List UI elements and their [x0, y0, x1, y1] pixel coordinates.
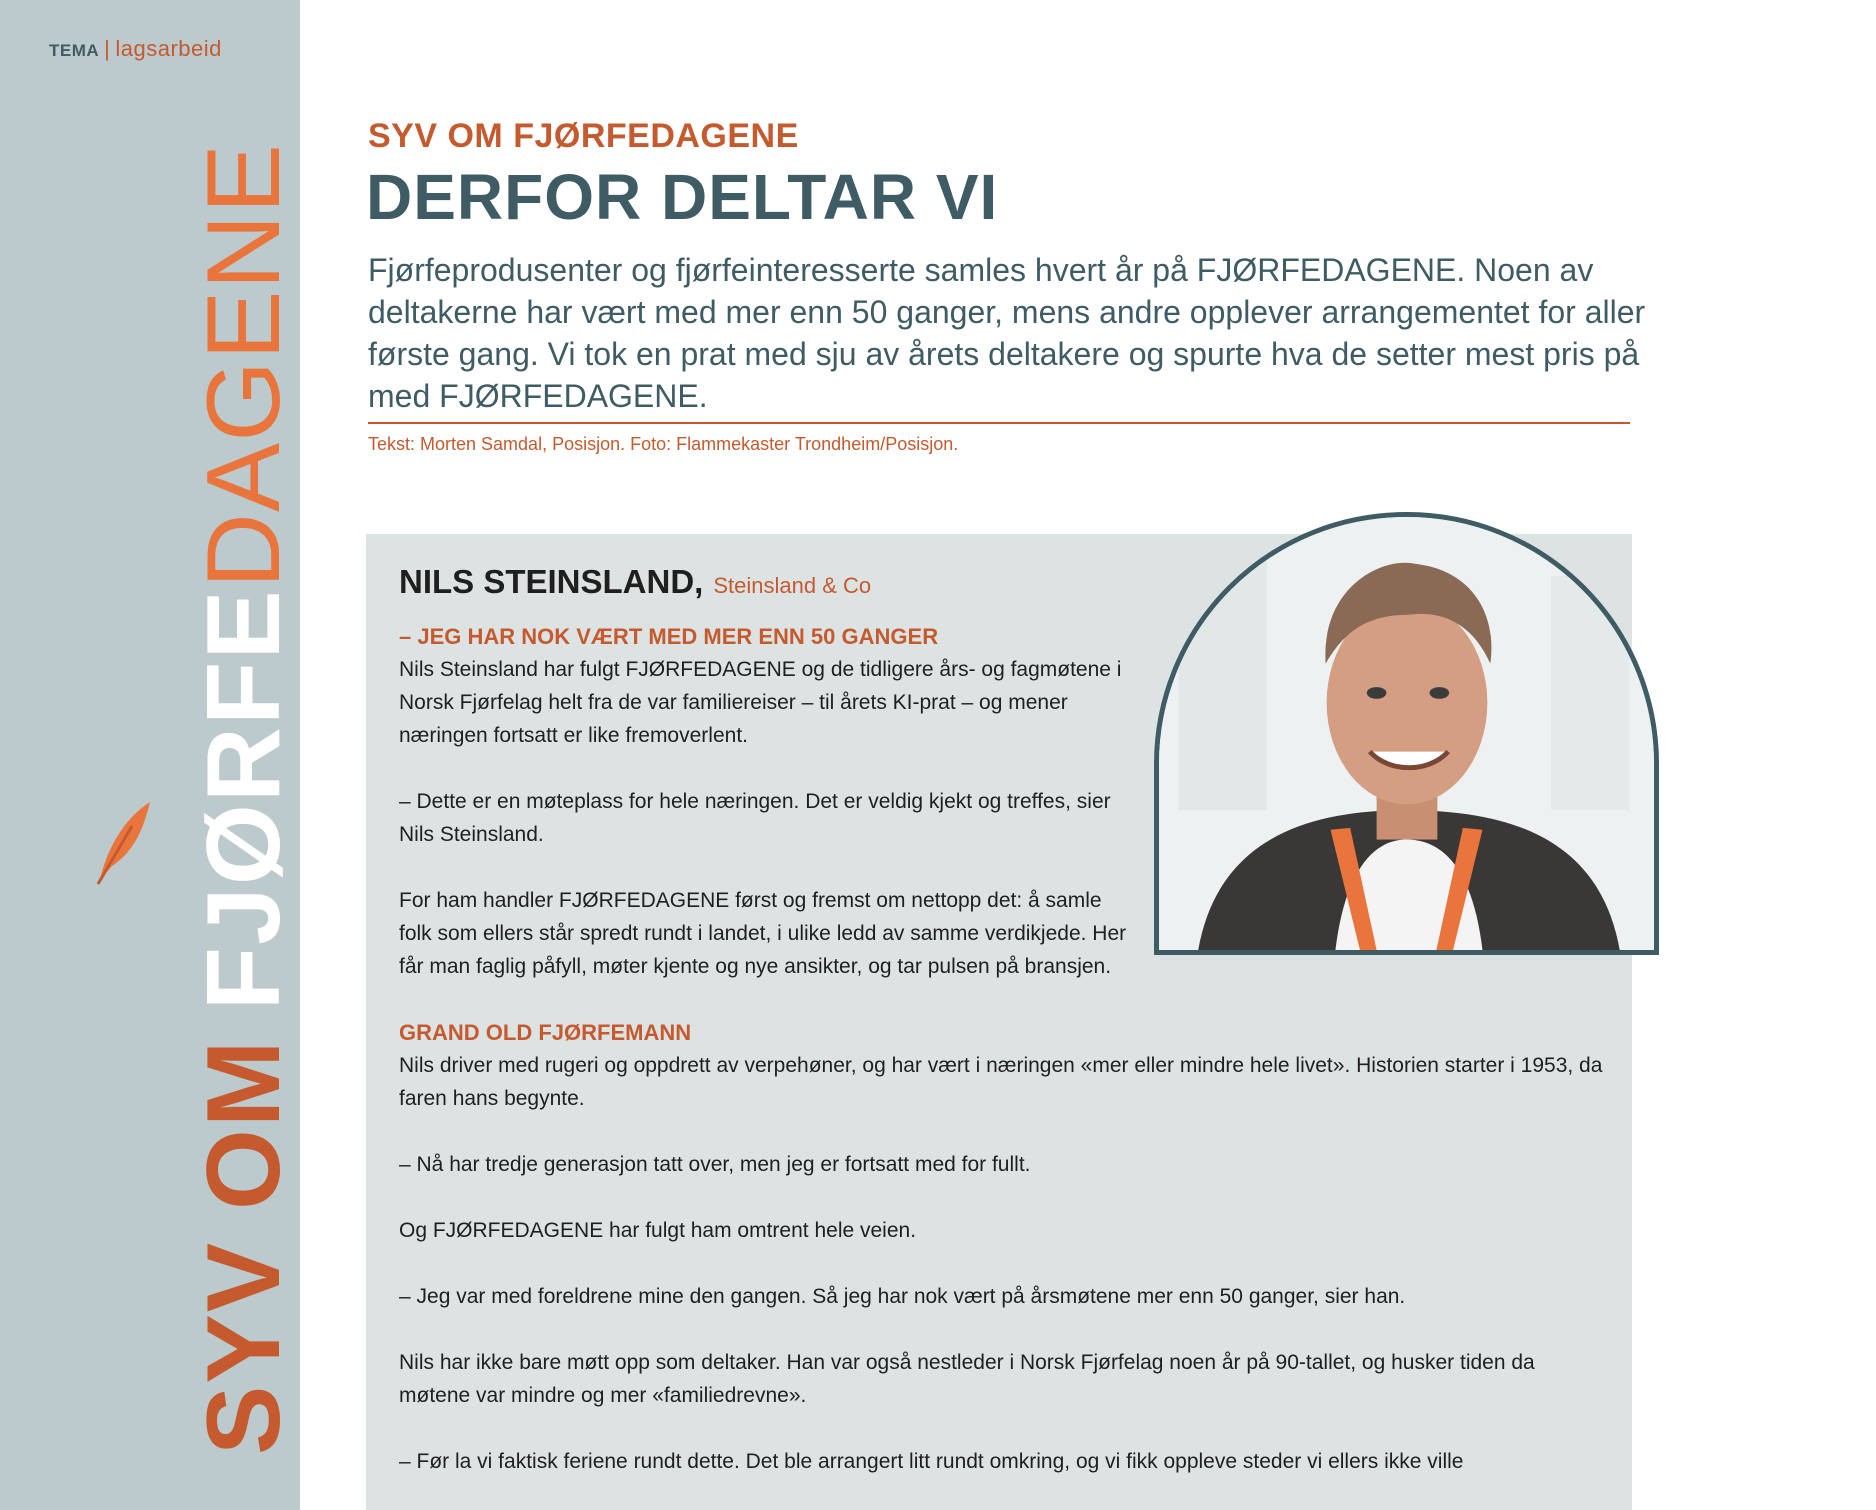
divider: [368, 422, 1630, 424]
profile-subheading: GRAND OLD FJØRFEMANN: [399, 1020, 692, 1045]
section-label: [49, 36, 222, 62]
tema-separator: |: [104, 36, 111, 61]
vertical-title-fjorfe: FJØRFE: [186, 588, 302, 1011]
vertical-title: [186, 142, 302, 1455]
profile-paragraph: – Før la vi faktisk feriene rundt dette. Det ble arrangert litt rundt omkring, og vi fikk oppleve steder vi ellers ikke ville: [399, 1450, 1464, 1473]
article-kicker: SYV OM FJØRFEDAGENE: [368, 117, 799, 155]
vertical-title-syv-om: SYV OM: [186, 1038, 302, 1455]
article-lead: Fjørfeprodusenter og fjørfeinteresserte samles hvert år på FJØRFEDAGENE. Noen av deltakerne har vært med mer enn 50 ganger, mens andre opplever arrangementet for aller første gang. Vi tok en prat med sju av årets deltakere og spurte hva de setter mest pris på med FJØRFEDAGENE.: [368, 252, 1646, 414]
profile-paragraph: Nils Steinsland har fulgt FJØRFEDAGENE og de tidligere års- og fagmøtene i Norsk Fjørfelag helt fra de var familiereiser – til årets KI-prat – og mener næringen fortsatt er like fremoverlent.: [399, 658, 1122, 747]
profile-paragraph: Og FJØRFEDAGENE har fulgt ham omtrent hele veien.: [399, 1219, 917, 1242]
profile-paragraph: Nils har ikke bare møtt opp som deltaker. Han var også nestleder i Norsk Fjørfelag noen år på 90-tallet, og husker tiden da møtene var mindre og mer «familiedrevne».: [399, 1351, 1535, 1407]
article-credit: Tekst: Morten Samdal, Posisjon. Foto: Flammekaster Trondheim/Posisjon.: [368, 434, 959, 454]
profile-paragraph: – Dette er en møteplass for hele næringen. Det er veldig kjekt og treffes, sier Nils Steinsland.: [399, 790, 1111, 846]
article-headline: DERFOR DELTAR VI: [366, 161, 999, 233]
portrait-illustration: [1159, 517, 1654, 950]
profile-paragraph: Nils driver med rugeri og oppdrett av verpehøner, og har vært i næringen «mer eller mindre hele livet». Historien starter i 1953, da faren hans begynte.: [399, 1054, 1603, 1110]
profile-subheading-quote: – JEG HAR NOK VÆRT MED MER ENN 50 GANGER: [399, 624, 939, 649]
profile-paragraph: – Jeg var med foreldrene mine den gangen. Så jeg har nok vært på årsmøtene mer enn 50 ganger, sier han.: [399, 1285, 1406, 1308]
feather-icon: [92, 796, 154, 886]
profile-paragraph: – Nå har tredje generasjon tatt over, men jeg er fortsatt med for fullt.: [399, 1153, 1031, 1176]
tema-label: TEMA: [49, 41, 100, 60]
profile-company: Steinsland & Co: [713, 573, 872, 598]
tema-topic: lagsarbeid: [115, 36, 222, 61]
sidebar: [0, 0, 300, 1510]
profile-name: NILS STEINSLAND,: [399, 563, 704, 600]
profile-heading: [399, 563, 871, 601]
vertical-title-dagene: DAGENE: [186, 142, 302, 589]
profile-paragraph: For ham handler FJØRFEDAGENE først og fremst om nettopp det: å samle folk som ellers står spredt rundt i landet, i ulike ledd av samme verdikjede. Her får man faglig påfyll, møter kjente og nye ansikter, og tar pulsen på bransjen.: [399, 889, 1127, 978]
